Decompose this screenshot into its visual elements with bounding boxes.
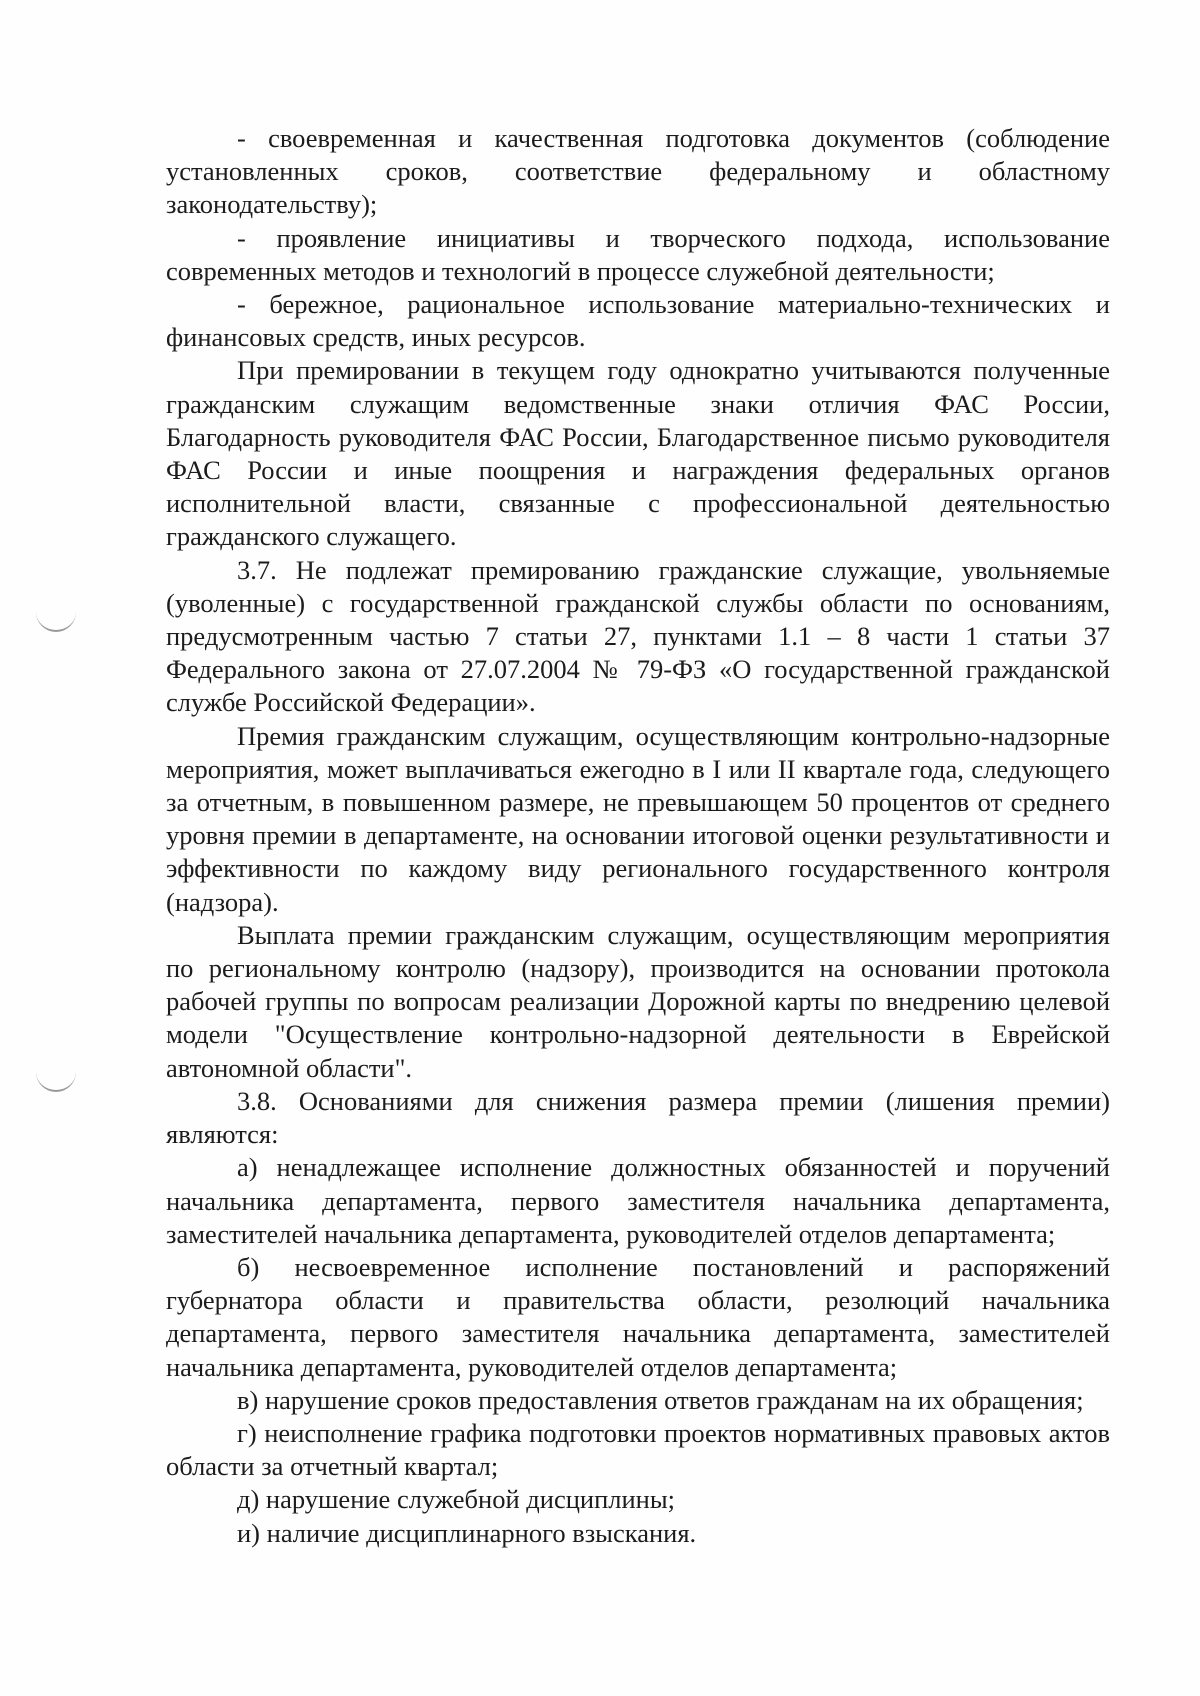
list-item-d: д) нарушение служебной дисциплины; [237,1484,676,1515]
list-item-v: в) нарушение сроков предоставления ответов гражданам на их обращения; [237,1384,1084,1415]
list-item-b: б) несвоевременное исполнение постановлений и распоряжений губернатора области и правительства области, резолюций начальника департамента, первого заместителя начальника департамента, заместителей начальника департамента, руководителей отделов департамента; [166,1251,1110,1382]
paragraph-section-3-8: 3.8. Основаниями для снижения размера премии (лишения премии) являются: [166,1085,1110,1150]
paragraph-awards: При премировании в текущем году однократно учитываются полученные гражданским служащим ведомственные знаки отличия ФАС России, Благодарность руководителя ФАС России, Благодарственное письмо руководителя ФАС России и иные поощрения и награждения федеральных органов исполнительной власти, связанные с профессиональной деятельностью гражданского служащего. [166,355,1110,552]
paragraph-resources: - бережное, рациональное использование материально-технических и финансовых средств, иных ресурсов. [166,289,1110,353]
punch-hole-mark [36,1072,76,1092]
paragraph-section-3-7: 3.7. Не подлежат премированию гражданские служащие, увольняемые (уволенные) с государственной гражданской службы области по основаниям, предусмотренным частью 7 статьи 27, пунктами 1.1 – 8 части 1 статьи 37 Федерального закона от 27.07.2004 № 79-ФЗ «О государственной гражданской службе Российской Федерации». [166,554,1110,718]
list-item-a: а) ненадлежащее исполнение должностных обязанностей и поручений начальника департамента, первого заместителя начальника департамента, заместителей начальника департамента, руководителей отделов департамента; [166,1152,1110,1249]
paragraph-control-bonus: Премия гражданским служащим, осуществляющим контрольно-надзорные мероприятия, может выплачиваться ежегодно в I или II квартале года, следующего за отчетным, в повышенном размере, не превышающем 50 процентов от среднего уровня премии в департаменте, на основании итоговой оценки результативности и эффективности по каждому виду регионального государственного контроля (надзора). [166,720,1110,917]
paragraph-initiative: - проявление инициативы и творческого подхода, использование современных методов и технологий в процессе служебной деятельности; [166,222,1110,286]
document-body [166,122,1110,1550]
paragraph-timely-preparation: - своевременная и качественная подготовка документов (соблюдение установленных сроков, соответствие федеральному и областному законодательству); [166,123,1110,220]
list-item-i: и) наличие дисциплинарного взыскания. [237,1517,697,1548]
punch-hole-mark [36,612,76,632]
list-item-g: г) неисполнение графика подготовки проектов нормативных правовых актов области за отчетный квартал; [166,1417,1110,1482]
paragraph-bonus-payment: Выплата премии гражданским служащим, осуществляющим мероприятия по региональному контролю (надзору), производится на основании протокола рабочей группы по вопросам реализации Дорожной карты по внедрению целевой модели "Осуществление контрольно-надзорной деятельности в Еврейской автономной области". [166,919,1110,1083]
